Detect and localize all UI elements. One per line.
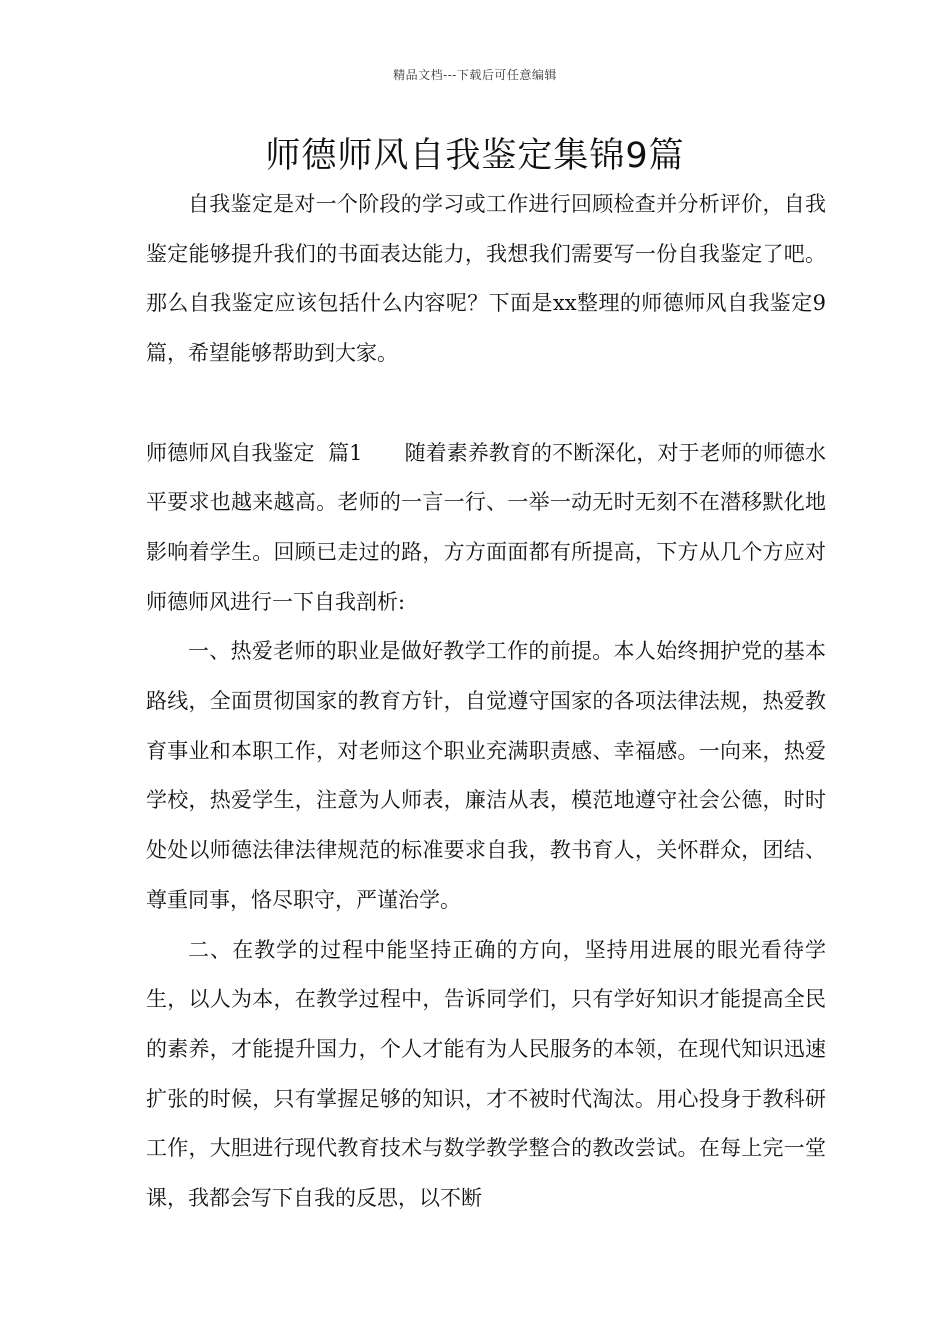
section-1-heading: 师德师风自我鉴定 篇1 [146, 440, 363, 465]
header-note: 精品文档---下载后可任意编辑 [393, 68, 557, 82]
intro-paragraph: 自我鉴定是对一个阶段的学习或工作进行回顾检查并分析评价，自我鉴定能够提升我们的书面表达能力，我想我们需要写一份自我鉴定了吧。那么自我鉴定应该包括什么内容呢？下面是xx整理的师德师风自我鉴定9篇，希望能够帮助到大家。 [146, 192, 826, 366]
paragraph-gap [146, 379, 826, 429]
document-body [146, 180, 826, 1224]
document-title: 师德师风自我鉴定集锦9篇 [265, 136, 685, 176]
section-1-lead-text: 随着素养教育的不断深化，对于老师的师德水平要求也越来越高。老师的一言一行、一举一动无时无刻不在潜移默化地影响着学生。回顾已走过的路，方方面面都有所提高，下方从几个方应对师德师风进行一下自我剖析: [146, 440, 827, 614]
section-1-paragraph-2: 二、在教学的过程中能坚持正确的方向，坚持用进展的眼光看待学生，以人为本，在教学过程中，告诉同学们，只有学好知识才能提高全民的素养，才能提升国力，个人才能有为人民服务的本领，在现代知识迅速扩张的时候，只有掌握足够的知识，才不被时代淘汰。用心投身于教科研工作，大胆进行现代教育技术与数学教学整合的教改尝试。在每上完一堂课，我都会写下自我的反思，以不断 [146, 937, 826, 1211]
section-1-paragraph-1: 一、热爱老师的职业是做好教学工作的前提。本人始终拥护党的基本路线，全面贯彻国家的教育方针，自觉遵守国家的各项法律法规，热爱教育事业和本职工作，对老师这个职业充满职责感、幸福感。一向来，热爱学校，热爱学生，注意为人师表，廉洁从表，模范地遵守社会公德，时时处处以师德法律法律规范的标准要求自我，教书育人，关怀群众，团结、尊重同事，恪尽职守，严谨治学。 [146, 639, 826, 912]
section-1-lead-paragraph [146, 429, 826, 628]
